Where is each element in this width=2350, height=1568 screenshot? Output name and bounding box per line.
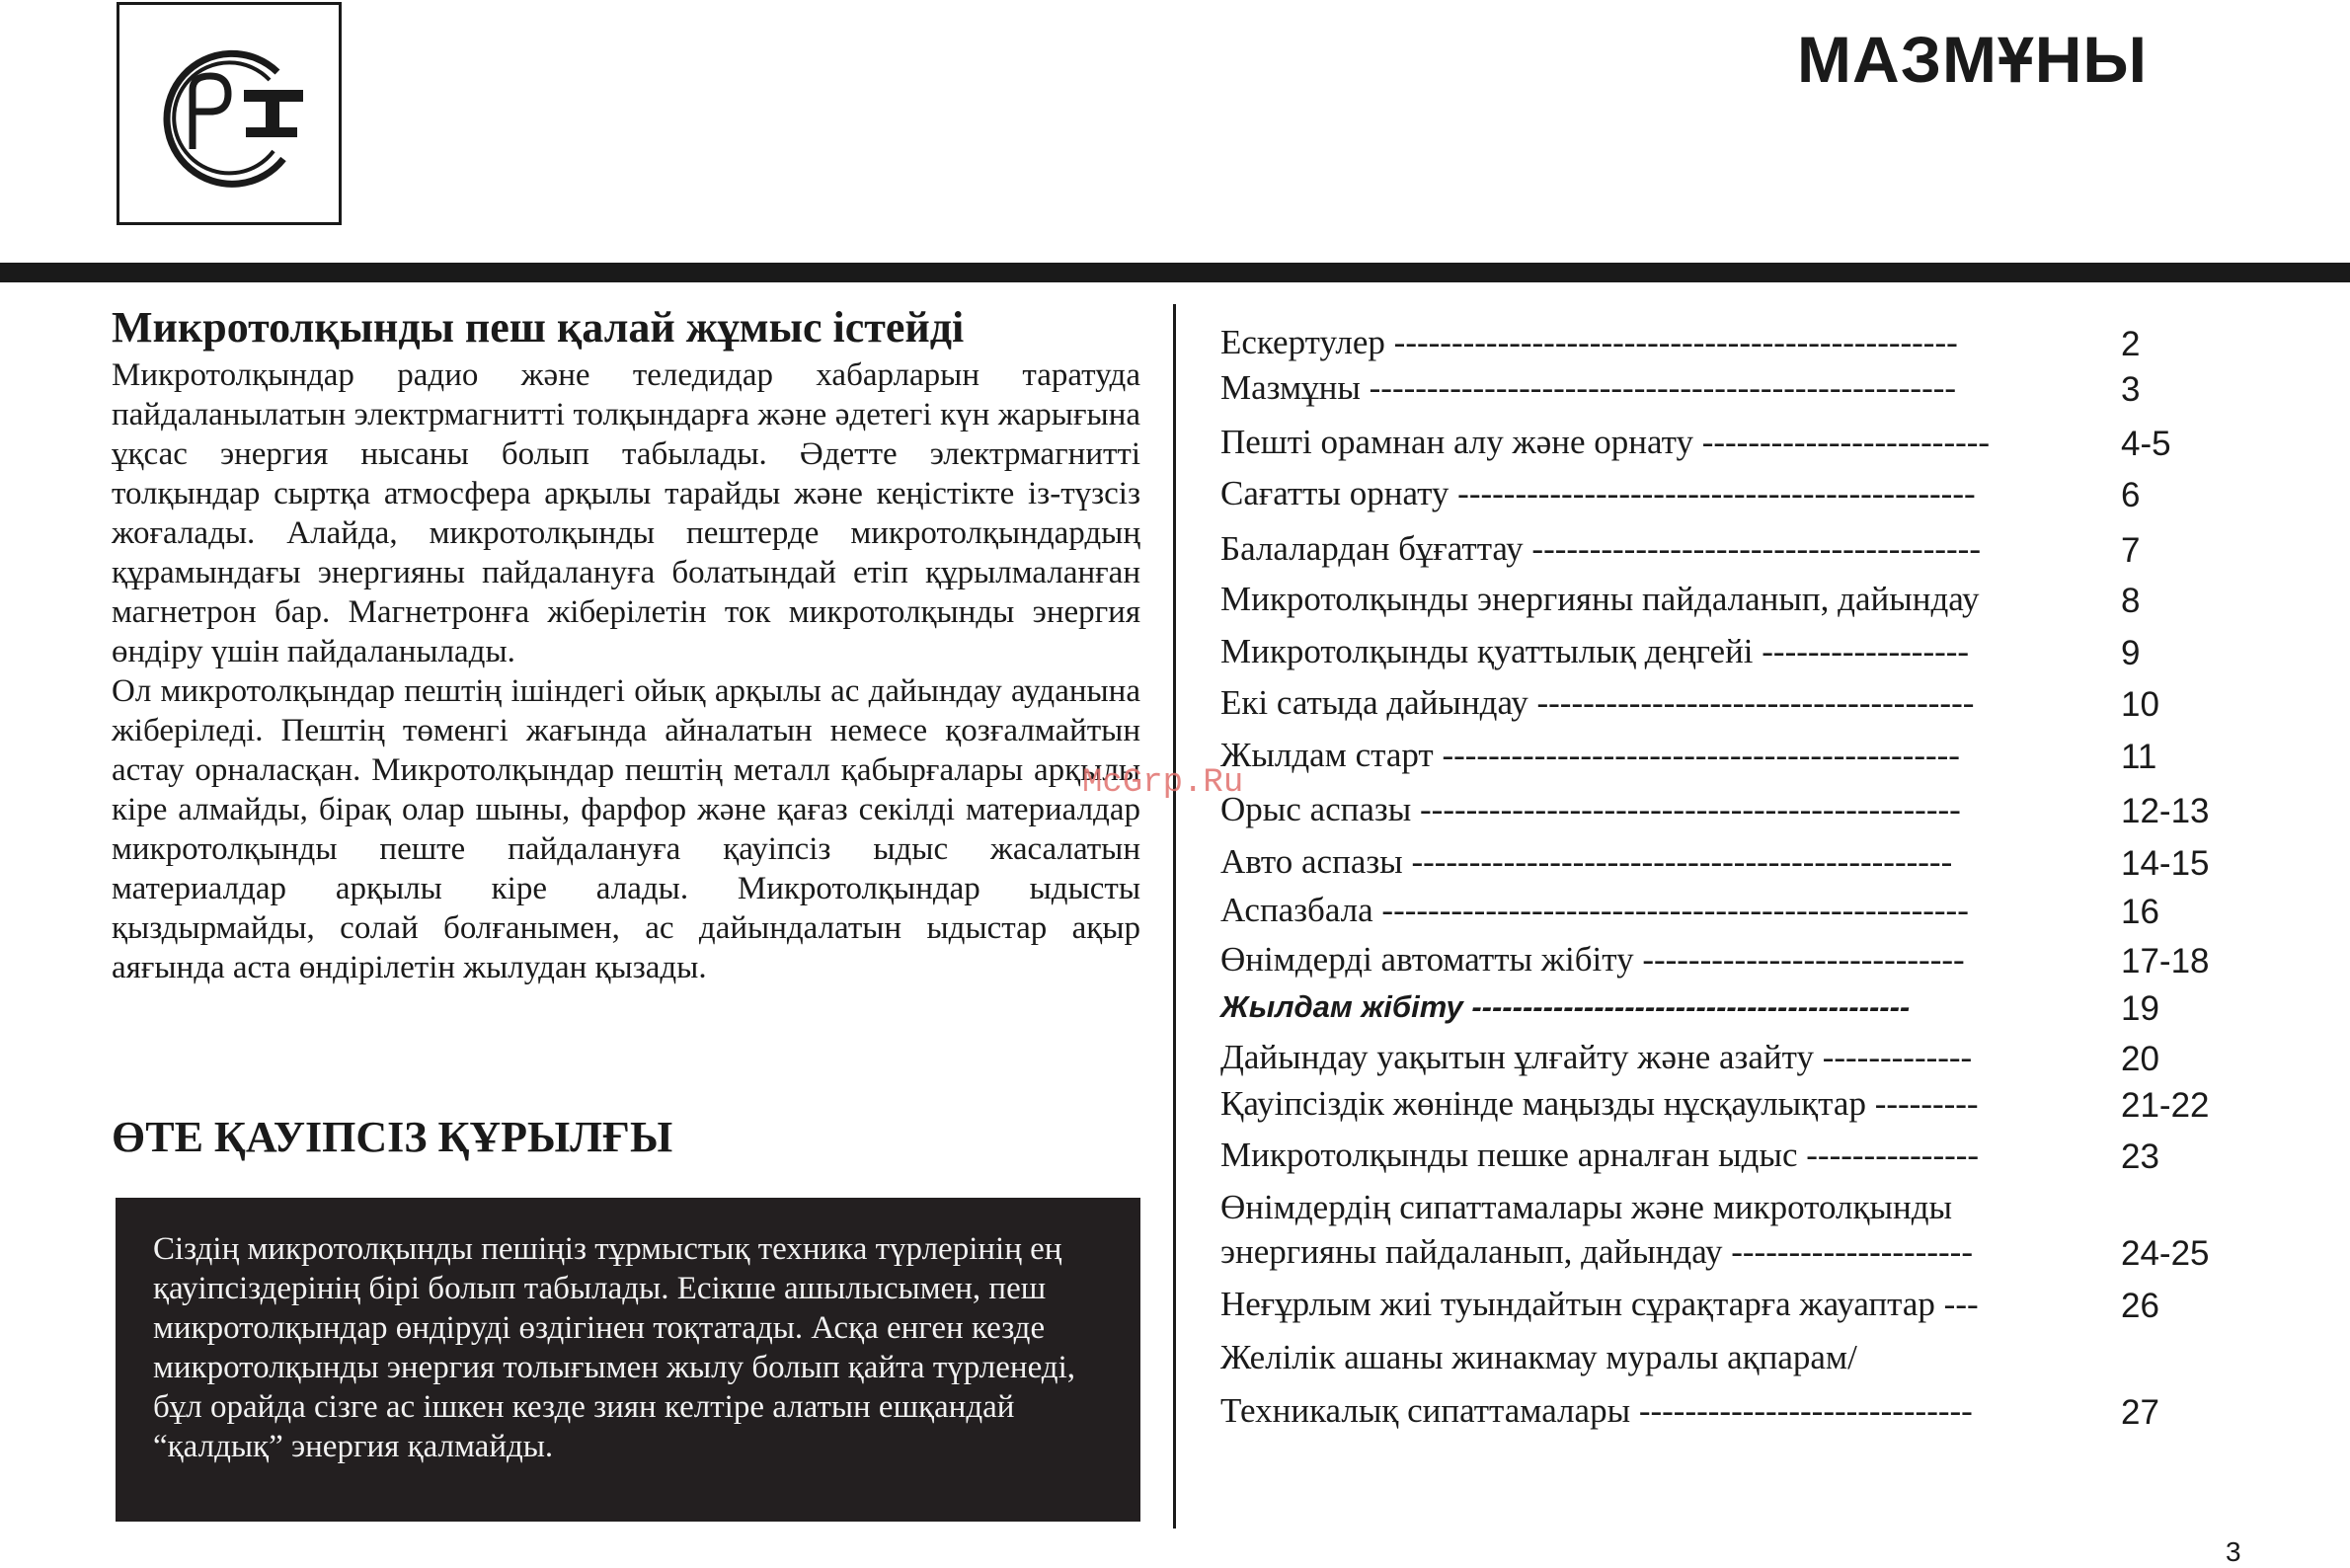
- toc-label: Өнімдердің сипаттамалары және микротолқынды: [1220, 1188, 1953, 1226]
- how-it-works-title: Микротолқынды пеш қалай жұмыс істейді: [112, 303, 965, 352]
- how-it-works-section: [112, 300, 1140, 987]
- toc-page: 19: [2121, 989, 2159, 1028]
- toc-label: энергияны пайдаланып, дайындау ---------------------: [1220, 1232, 1973, 1271]
- toc-label: Авто аспазы -----------------------------------------------: [1220, 842, 1953, 881]
- toc-row[interactable]: [1220, 1038, 2307, 1089]
- toc-label: Пешті орамнан алу және орнату -------------------------: [1220, 423, 1991, 461]
- watermark: McGrp.Ru: [1082, 764, 1244, 802]
- toc-label: Екі сатыда дайындау --------------------------------------: [1220, 683, 1975, 722]
- toc-label: Орыс аспазы -----------------------------------------------: [1220, 790, 1961, 828]
- toc-row[interactable]: [1220, 790, 2307, 841]
- table-of-contents: [1220, 0, 2307, 1461]
- toc-label: Желілік ашаны жинакмау муралы ақпарам/: [1220, 1338, 1857, 1376]
- toc-row[interactable]: [1220, 736, 2307, 787]
- toc-row[interactable]: [1220, 1391, 2307, 1443]
- toc-page: 17-18: [2121, 942, 2210, 980]
- how-it-works-paragraph: Микротолқындар радио және теледидар хабарларын таратуда пайдаланылатын электрмагнитті толқындарға және әдетегі күн жарығына ұқсас энергия нысаны болып табылады. Әдетте электрмагнитті толқындар сыртқа атмосфера арқылы тарайды және кеңістікте із-түзсіз жоғалады. Алайда, микротолқынды пештерде микротолқындардың құрамындағы энергияны пайдалануға болатындай етіп құрылмаланған магнетрон бар. Магнетронға жіберілетін ток микротолқынды энергия өндіру үшін пайдаланылады.: [112, 357, 1140, 669]
- toc-row[interactable]: [1220, 1338, 2307, 1389]
- toc-row[interactable]: [1220, 987, 2307, 1039]
- toc-row[interactable]: [1220, 1084, 2307, 1136]
- page-number: 3: [2226, 1536, 2241, 1567]
- how-it-works-paragraph-2: Ол микротолқындар пештің ішіндегі ойық арқылы ас дайындау ауданына жіберіледі. Пештің төменгі жағында айналатын немесе қозғалмайтын астау орналасқан. Микротолқындар пештің металл қабырғалары арқылы кіре алмайды, бірақ олар шыны, фарфор және қағаз секілді материалдар микротолқынды пеште пайдалануға қауіпсіз ыдыс жасалатын материалдар арқылы кіре алады. Микротолқындар ыдысты қыздырмайды, солай болғанымен, ас дайындалатын ыдыстар ақыр аяғында аста өндірілетін жылудан қызады.: [112, 673, 1140, 985]
- toc-page: 26: [2121, 1287, 2159, 1325]
- toc-page: 16: [2121, 893, 2159, 931]
- toc-row[interactable]: [1220, 632, 2307, 683]
- safety-notice-box: [116, 1198, 1140, 1522]
- toc-label: Микротолқынды пешке арналған ыдыс ---------------: [1220, 1136, 1980, 1174]
- toc-page: 12-13: [2121, 792, 2210, 830]
- toc-page: 8: [2121, 582, 2141, 620]
- toc-row[interactable]: [1220, 323, 2307, 374]
- toc-page: 6: [2121, 476, 2141, 514]
- toc-label: Дайындау уақытын ұлғайту және азайту -------------: [1220, 1038, 1973, 1076]
- toc-page: 3: [2121, 370, 2141, 409]
- toc-row[interactable]: [1220, 368, 2307, 420]
- toc-page: 23: [2121, 1137, 2159, 1176]
- toc-row[interactable]: [1220, 529, 2307, 581]
- toc-label: Жылдам старт ---------------------------------------------: [1220, 736, 1960, 774]
- toc-row[interactable]: [1220, 474, 2307, 525]
- toc-row[interactable]: [1220, 1232, 2307, 1284]
- toc-page: 10: [2121, 685, 2159, 724]
- toc-row[interactable]: [1220, 1285, 2307, 1336]
- toc-label: Өнімдерді автоматты жібіту ----------------------------: [1220, 940, 1965, 979]
- toc-page: 24-25: [2121, 1234, 2210, 1273]
- toc-label: Сағатты орнату ---------------------------------------------: [1220, 474, 1976, 512]
- toc-label: Неғұрлым жиі туындайтын сұрақтарға жауаптар ---: [1220, 1285, 1979, 1323]
- toc-row[interactable]: [1220, 1136, 2307, 1187]
- toc-label: Техникалық сипаттамалары -----------------------------: [1220, 1391, 1973, 1430]
- toc-label: Мазмұны ---------------------------------------------------: [1220, 368, 1957, 407]
- safety-notice-text: Сіздің микротолқынды пешіңіз тұрмыстық техника түрлерінің ең қауіпсіздерінің бірі болып табылады. Есікше ашылысымен, пеш микротолқындар өндіруді өздігінен тоқтатады. Асқа енген кезде микротолқынды энергия толығымен жылу болып қайта түрленеді, бұл орайда сізге ас ішкен кезде зиян келтіре алатын ешқандай “қалдық” энергия қалмайды.: [153, 1231, 1076, 1464]
- toc-page: 4-5: [2121, 425, 2171, 463]
- toc-page: 27: [2121, 1393, 2159, 1432]
- toc-row[interactable]: [1220, 683, 2307, 735]
- toc-page: 21-22: [2121, 1086, 2210, 1125]
- toc-page: 14-15: [2121, 844, 2210, 883]
- toc-label: Қауіпсіздік жөнінде маңызды нұсқаулықтар ---------: [1220, 1084, 1979, 1123]
- toc-page: 11: [2121, 738, 2157, 776]
- toc-page: 9: [2121, 634, 2141, 672]
- toc-label: Жылдам жібіту -------------------------------------------: [1220, 989, 1911, 1024]
- toc-row[interactable]: [1220, 423, 2307, 474]
- toc-label: Ескертулер -------------------------------------------------: [1220, 323, 1958, 361]
- toc-page: 20: [2121, 1040, 2159, 1078]
- page-title: МАЗМҰНЫ: [1797, 23, 2148, 96]
- toc-row[interactable]: [1220, 891, 2307, 942]
- pct-mark-icon: [151, 33, 313, 195]
- toc-row[interactable]: [1220, 580, 2307, 631]
- safety-title: ӨТЕ ҚАУІПСІЗ ҚҰРЫЛҒЫ: [112, 1113, 673, 1161]
- toc-row[interactable]: [1220, 940, 2307, 991]
- toc-label: Микротолқынды энергияны пайдаланып, дайындау: [1220, 580, 1980, 618]
- toc-label: Балалардан бұғаттау ---------------------------------------: [1220, 529, 1981, 568]
- toc-page: 7: [2121, 531, 2141, 570]
- toc-label: Микротолқынды қуаттылық деңгейі ------------------: [1220, 632, 1970, 670]
- column-divider: [1173, 304, 1176, 1529]
- toc-label: Аспазбала ---------------------------------------------------: [1220, 891, 1969, 929]
- certification-logo: [117, 2, 342, 225]
- toc-row[interactable]: [1220, 842, 2307, 894]
- toc-page: 2: [2121, 325, 2141, 363]
